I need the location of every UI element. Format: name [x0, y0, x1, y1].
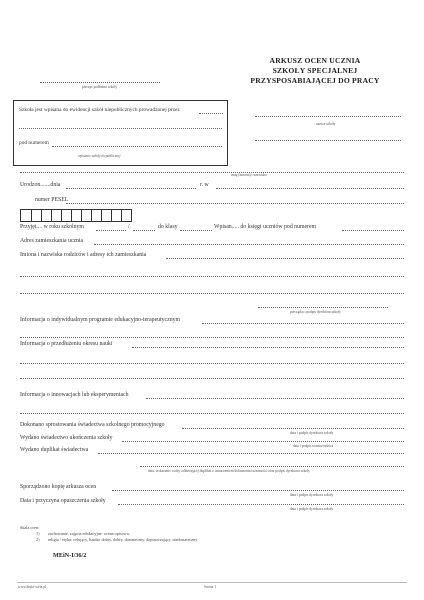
year-slash: /	[128, 224, 130, 230]
registry-line-2	[19, 128, 222, 129]
parents-line-2	[20, 276, 404, 277]
duplicate-cert-line-2	[140, 466, 404, 467]
school-name-caption: nazwa szkoły	[316, 122, 336, 126]
form-title-line-3: PRZYSPOSABIAJĄCEJ DO PRACY	[250, 76, 380, 85]
born-date-line	[66, 188, 196, 189]
completion-cert-label: Wydano świadectwo ukończenia szkoły	[20, 435, 113, 441]
innovations-line-2	[20, 413, 404, 414]
copy-label: Sporządzono kopię arkusza ocen	[20, 484, 97, 490]
extended-period-line-2	[20, 363, 404, 364]
entry-number-line	[342, 230, 404, 231]
class-label: do klasy	[158, 224, 178, 230]
parents-line-3	[20, 293, 404, 294]
copy-caption: data i podpis dyrektora szkoły	[290, 493, 334, 497]
pesel-grid[interactable]	[20, 209, 132, 222]
address-label: Adres zamieszkania ucznia	[20, 238, 84, 244]
admitted-year-line-1	[96, 230, 126, 231]
school-name-line	[255, 116, 401, 117]
grading-scale-item-1: zachowanie, zajęcia edukacyjne: ocena opisowa;	[48, 531, 130, 536]
born-place-line	[216, 188, 404, 189]
extended-period-line-1	[132, 347, 404, 348]
duplicate-cert-label: Wydano duplikat świadectwa	[20, 447, 89, 453]
parents-label: Imiona i nazwiska rodziców i adresy ich zamieszkania	[20, 252, 147, 258]
extended-period-label: Informacja o przedłużeniu okresu nauki	[20, 341, 113, 347]
school-stamp-caption: pieczęć podłużna szkoły	[82, 85, 118, 89]
grading-scale-num-2: 2)	[36, 537, 40, 542]
completion-cert-caption: data i podpis ucznia/rodzica	[293, 444, 334, 448]
pesel-label: numer PESEL	[35, 197, 69, 203]
student-name-line	[20, 172, 404, 173]
year-label: r. w	[200, 182, 209, 188]
school-name-line-2	[255, 140, 401, 141]
born-label: Urodzon.......dnia	[20, 182, 61, 188]
promotion-cert-line	[182, 428, 404, 429]
promotion-cert-caption: data i podpis dyrektora szkoły	[290, 431, 334, 435]
extended-period-line-3	[20, 378, 404, 379]
school-stamp-line	[40, 82, 160, 83]
copy-line	[112, 490, 404, 491]
individual-program-line-2	[20, 337, 404, 338]
individual-program-line-1	[202, 323, 404, 324]
parents-line-1	[166, 258, 404, 259]
promotion-cert-label: Dokonano sprostowania świadectwa szkolnego promocyjnego	[20, 422, 165, 428]
grading-scale-item-2: religia / etyka: celujący, bardzo dobry, dobry, dostateczny, dopuszczający, niedostateczny.	[48, 537, 199, 542]
registry-entry-caption: wpisanie szkoły niepublicznej	[78, 154, 121, 158]
leave-label: Data i przyczyna opuszczenia szkoły	[20, 498, 106, 504]
innovations-label: Informacja o innowacjach lub eksperymentach	[20, 392, 129, 398]
class-line	[180, 230, 212, 231]
duplicate-cert-line-1	[98, 453, 404, 454]
grading-scale-title: Skala ocen:	[20, 525, 40, 530]
leave-caption: data i podpis dyrektora szkoły	[290, 507, 334, 511]
form-title-line-1: ARKUSZ OCEN UCZNIA	[269, 56, 361, 65]
leave-line	[118, 504, 404, 505]
innovations-line-1	[146, 398, 404, 399]
pesel-trail-line	[66, 203, 404, 204]
student-name-caption: imię (imiona) i nazwisko	[231, 173, 268, 177]
admitted-year-line-2	[133, 230, 155, 231]
entry-label: Wpisan..... do księgi uczniów pod numerem	[214, 224, 317, 230]
footer-page-number: Strona 1	[204, 585, 217, 589]
registry-number-label: pod numerem	[19, 140, 49, 146]
registry-number-line	[52, 146, 222, 147]
director-signature-line	[258, 307, 388, 308]
duplicate-cert-caption: data, wskazanie osoby odbierającej duplikat z oznaczeniem dokumentu tożsamości oraz podpis dyrektora szkoły	[148, 469, 310, 473]
footer-divider	[17, 582, 407, 583]
admitted-label: Przyjęt.... w roku szkolnym	[20, 224, 84, 230]
address-line	[94, 244, 404, 245]
footer-website[interactable]: www.druki-sofia.pl	[18, 585, 46, 589]
registry-line-1	[199, 113, 223, 114]
director-signature-caption: pieczątka i podpis dyrektora szkoły	[290, 310, 341, 314]
individual-program-label: Informacja o indywidualnym programie edukacyjno-terapeutycznym	[20, 317, 181, 323]
grading-scale-num-1: 1)	[36, 531, 40, 536]
form-code: MEiN-I/36/2	[53, 552, 87, 559]
completion-cert-line	[122, 441, 404, 442]
form-title-line-2: SZKOŁY SPECJALNEJ	[272, 66, 358, 75]
registry-text: Szkoła jest wpisana do ewidencji szkół niepublicznych prowadzonej przez	[19, 107, 180, 113]
